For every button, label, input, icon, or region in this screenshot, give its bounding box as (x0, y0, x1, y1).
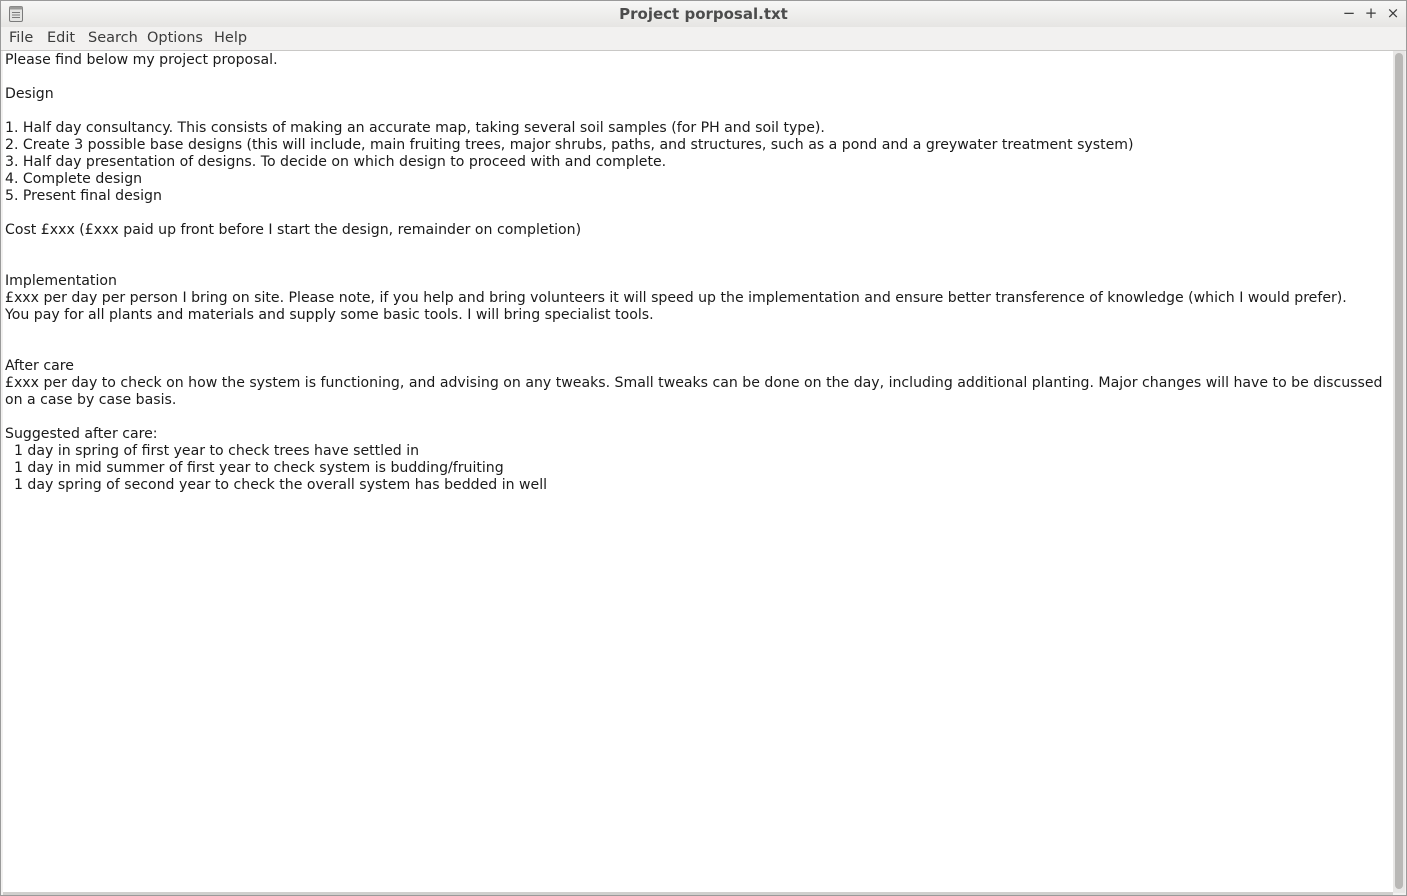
title-bar[interactable] (1, 1, 1406, 27)
menu-edit[interactable]: Edit (47, 30, 76, 46)
menu-file[interactable]: File (9, 30, 34, 46)
text-editor-area[interactable] (3, 51, 1393, 893)
minimize-button[interactable]: − (1342, 4, 1356, 22)
window-title: Project porposal.txt (619, 5, 788, 23)
menu-help[interactable]: Help (214, 30, 248, 46)
document-text[interactable]: Please find below my project proposal. Design 1. Half day consultancy. This consists of making an accurate map, taking several soil samples (for PH and soil type). 2. Create 3 possible base designs (this will include, main fruiting trees, major shrubs, paths, and structures, such as a pond and a greywater treatment system) 3. Half day presentation of designs. To decide on which design to proceed with and complete. 4. Complete design 5. Present final design Cost £xxx (£xxx paid up front before I start the design, remainder on completion) Implementation £xxx per day per person I bring on site. Please note, if you help and bring volunteers it will speed up the implementation and ensure better transference of knowledge (which I would prefer). You pay for all plants and materials and supply some basic tools. I will bring specialist tools. After care £xxx per day to check on how the system is functioning, and advising on any tweaks. Small tweaks can be done on the day, including additional planting. Major changes will have to be discussed on a case by case basis. Suggested after care: 1 day in spring of first year to check trees have settled in 1 day in mid summer of first year to check system is budding/fruiting 1 day spring of second year to check the overall system has bedded in well (5, 52, 1383, 493)
menu-bar (1, 27, 1406, 51)
maximize-button[interactable]: + (1364, 4, 1378, 22)
menu-search[interactable]: Search (88, 30, 138, 46)
vertical-scrollbar[interactable] (1393, 51, 1405, 893)
close-button[interactable]: × (1386, 4, 1400, 22)
menu-options[interactable]: Options (147, 30, 203, 46)
scrollbar-thumb[interactable] (1395, 53, 1403, 889)
horizontal-scrollbar[interactable] (3, 892, 1393, 895)
